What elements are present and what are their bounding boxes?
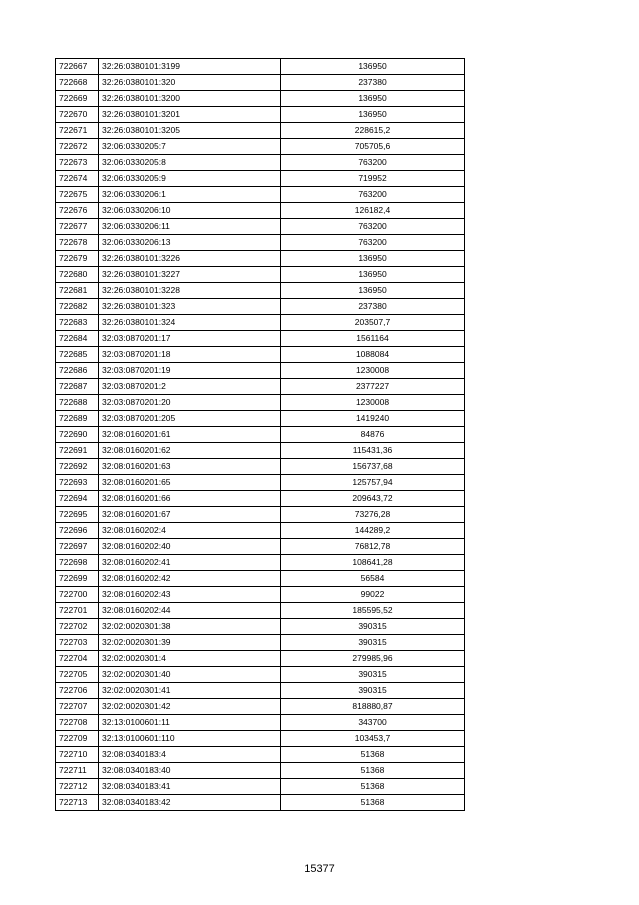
row-id-cell: 722690 [56,427,99,443]
value-cell: 705705,6 [281,139,465,155]
row-id-cell: 722693 [56,475,99,491]
table-row [56,619,465,635]
row-id-cell: 722682 [56,299,99,315]
value-cell: 84876 [281,427,465,443]
cadastral-number-cell: 32:02:0020301:4 [99,651,281,667]
cadastral-number-cell: 32:06:0330206:11 [99,219,281,235]
value-cell: 76812,78 [281,539,465,555]
value-cell: 1561164 [281,331,465,347]
table-row [56,651,465,667]
table-row [56,331,465,347]
row-id-cell: 722678 [56,235,99,251]
cadastral-number-cell: 32:26:0380101:320 [99,75,281,91]
row-id-cell: 722673 [56,155,99,171]
table-row [56,251,465,267]
value-cell: 99022 [281,587,465,603]
cadastral-number-cell: 32:06:0330205:8 [99,155,281,171]
value-cell: 51368 [281,779,465,795]
value-cell: 103453,7 [281,731,465,747]
value-cell: 228615,2 [281,123,465,139]
table-row [56,571,465,587]
row-id-cell: 722703 [56,635,99,651]
cadastral-number-cell: 32:08:0160202:43 [99,587,281,603]
cadastral-number-cell: 32:26:0380101:3200 [99,91,281,107]
value-cell: 237380 [281,75,465,91]
row-id-cell: 722708 [56,715,99,731]
cadastral-number-cell: 32:08:0340183:42 [99,795,281,811]
cadastral-number-cell: 32:03:0870201:19 [99,363,281,379]
value-cell: 203507,7 [281,315,465,331]
row-id-cell: 722711 [56,763,99,779]
table-row [56,75,465,91]
cadastral-number-cell: 32:08:0160202:44 [99,603,281,619]
table-row [56,363,465,379]
value-cell: 763200 [281,155,465,171]
cadastral-number-cell: 32:02:0020301:41 [99,683,281,699]
row-id-cell: 722684 [56,331,99,347]
value-cell: 136950 [281,107,465,123]
cadastral-number-cell: 32:26:0380101:3201 [99,107,281,123]
row-id-cell: 722702 [56,619,99,635]
table-row [56,475,465,491]
cadastral-number-cell: 32:26:0380101:3226 [99,251,281,267]
row-id-cell: 722696 [56,523,99,539]
table-row [56,107,465,123]
row-id-cell: 722705 [56,667,99,683]
cadastral-number-cell: 32:03:0870201:205 [99,411,281,427]
row-id-cell: 722704 [56,651,99,667]
value-cell: 136950 [281,283,465,299]
value-cell: 136950 [281,251,465,267]
cadastral-number-cell: 32:06:0330206:13 [99,235,281,251]
value-cell: 51368 [281,763,465,779]
data-table [55,58,465,811]
row-id-cell: 722668 [56,75,99,91]
cadastral-number-cell: 32:03:0870201:20 [99,395,281,411]
row-id-cell: 722709 [56,731,99,747]
table-row [56,443,465,459]
value-cell: 1230008 [281,395,465,411]
row-id-cell: 722679 [56,251,99,267]
table-row [56,235,465,251]
row-id-cell: 722674 [56,171,99,187]
table-row [56,587,465,603]
table-row [56,603,465,619]
table-row [56,347,465,363]
table-row [56,459,465,475]
table-row [56,427,465,443]
value-cell: 763200 [281,187,465,203]
value-cell: 126182,4 [281,203,465,219]
row-id-cell: 722713 [56,795,99,811]
table-row [56,203,465,219]
table-row [56,491,465,507]
value-cell: 279985,96 [281,651,465,667]
cadastral-number-cell: 32:26:0380101:3205 [99,123,281,139]
value-cell: 719952 [281,171,465,187]
row-id-cell: 722688 [56,395,99,411]
cadastral-number-cell: 32:08:0160202:4 [99,523,281,539]
table-row [56,379,465,395]
value-cell: 56584 [281,571,465,587]
row-id-cell: 722670 [56,107,99,123]
value-cell: 763200 [281,235,465,251]
row-id-cell: 722683 [56,315,99,331]
value-cell: 1230008 [281,363,465,379]
row-id-cell: 722689 [56,411,99,427]
table-row [56,555,465,571]
cadastral-number-cell: 32:03:0870201:2 [99,379,281,395]
row-id-cell: 722701 [56,603,99,619]
cadastral-number-cell: 32:08:0160201:66 [99,491,281,507]
cadastral-number-cell: 32:02:0020301:39 [99,635,281,651]
table-row [56,635,465,651]
row-id-cell: 722691 [56,443,99,459]
cadastral-number-cell: 32:26:0380101:3199 [99,59,281,75]
cadastral-number-cell: 32:02:0020301:40 [99,667,281,683]
row-id-cell: 722677 [56,219,99,235]
table-row [56,187,465,203]
cadastral-number-cell: 32:08:0340183:41 [99,779,281,795]
value-cell: 209643,72 [281,491,465,507]
cadastral-number-cell: 32:08:0160202:40 [99,539,281,555]
table-row [56,267,465,283]
row-id-cell: 722675 [56,187,99,203]
cadastral-number-cell: 32:08:0160202:42 [99,571,281,587]
value-cell: 73276,28 [281,507,465,523]
cadastral-number-cell: 32:08:0160201:63 [99,459,281,475]
table-row [56,523,465,539]
value-cell: 1419240 [281,411,465,427]
row-id-cell: 722692 [56,459,99,475]
table-row [56,155,465,171]
row-id-cell: 722697 [56,539,99,555]
value-cell: 390315 [281,667,465,683]
cadastral-number-cell: 32:13:0100601:110 [99,731,281,747]
value-cell: 390315 [281,683,465,699]
cadastral-number-cell: 32:06:0330206:1 [99,187,281,203]
cadastral-number-cell: 32:06:0330205:7 [99,139,281,155]
value-cell: 2377227 [281,379,465,395]
row-id-cell: 722695 [56,507,99,523]
table-row [56,507,465,523]
value-cell: 108641,28 [281,555,465,571]
value-cell: 125757,94 [281,475,465,491]
row-id-cell: 722698 [56,555,99,571]
row-id-cell: 722712 [56,779,99,795]
row-id-cell: 722700 [56,587,99,603]
value-cell: 144289,2 [281,523,465,539]
row-id-cell: 722667 [56,59,99,75]
row-id-cell: 722687 [56,379,99,395]
cadastral-number-cell: 32:08:0340183:40 [99,763,281,779]
value-cell: 185595,52 [281,603,465,619]
value-cell: 136950 [281,59,465,75]
cadastral-number-cell: 32:08:0340183:4 [99,747,281,763]
value-cell: 51368 [281,747,465,763]
table-row [56,779,465,795]
table-row [56,283,465,299]
cadastral-number-cell: 32:02:0020301:42 [99,699,281,715]
value-cell: 390315 [281,619,465,635]
value-cell: 390315 [281,635,465,651]
value-cell: 343700 [281,715,465,731]
value-cell: 51368 [281,795,465,811]
cadastral-number-cell: 32:03:0870201:18 [99,347,281,363]
value-cell: 818880,87 [281,699,465,715]
table-row [56,715,465,731]
row-id-cell: 722685 [56,347,99,363]
cadastral-number-cell: 32:08:0160201:67 [99,507,281,523]
value-cell: 115431,36 [281,443,465,459]
table-row [56,299,465,315]
table-row [56,395,465,411]
table-row [56,91,465,107]
value-cell: 136950 [281,91,465,107]
value-cell: 136950 [281,267,465,283]
table-row [56,59,465,75]
table-row [56,683,465,699]
data-table-body [56,59,465,811]
table-row [56,411,465,427]
row-id-cell: 722694 [56,491,99,507]
value-cell: 237380 [281,299,465,315]
value-cell: 156737,68 [281,459,465,475]
cadastral-number-cell: 32:06:0330206:10 [99,203,281,219]
cadastral-number-cell: 32:08:0160202:41 [99,555,281,571]
table-row [56,763,465,779]
cadastral-number-cell: 32:26:0380101:3228 [99,283,281,299]
table-row [56,699,465,715]
table-row [56,747,465,763]
row-id-cell: 722706 [56,683,99,699]
row-id-cell: 722671 [56,123,99,139]
cadastral-number-cell: 32:26:0380101:323 [99,299,281,315]
cadastral-number-cell: 32:26:0380101:3227 [99,267,281,283]
cadastral-number-cell: 32:08:0160201:62 [99,443,281,459]
cadastral-number-cell: 32:08:0160201:61 [99,427,281,443]
table-row [56,139,465,155]
table-row [56,667,465,683]
value-cell: 763200 [281,219,465,235]
row-id-cell: 722681 [56,283,99,299]
row-id-cell: 722699 [56,571,99,587]
cadastral-number-cell: 32:06:0330205:9 [99,171,281,187]
cadastral-number-cell: 32:08:0160201:65 [99,475,281,491]
value-cell: 1088084 [281,347,465,363]
table-row [56,219,465,235]
row-id-cell: 722676 [56,203,99,219]
cadastral-number-cell: 32:02:0020301:38 [99,619,281,635]
table-row [56,171,465,187]
row-id-cell: 722710 [56,747,99,763]
table-row [56,315,465,331]
row-id-cell: 722686 [56,363,99,379]
cadastral-number-cell: 32:03:0870201:17 [99,331,281,347]
cadastral-number-cell: 32:26:0380101:324 [99,315,281,331]
cadastral-number-cell: 32:13:0100601:11 [99,715,281,731]
table-row [56,795,465,811]
row-id-cell: 722669 [56,91,99,107]
row-id-cell: 722680 [56,267,99,283]
table-row [56,123,465,139]
page-number: 15377 [304,863,335,875]
table-row [56,539,465,555]
row-id-cell: 722707 [56,699,99,715]
table-row [56,731,465,747]
row-id-cell: 722672 [56,139,99,155]
